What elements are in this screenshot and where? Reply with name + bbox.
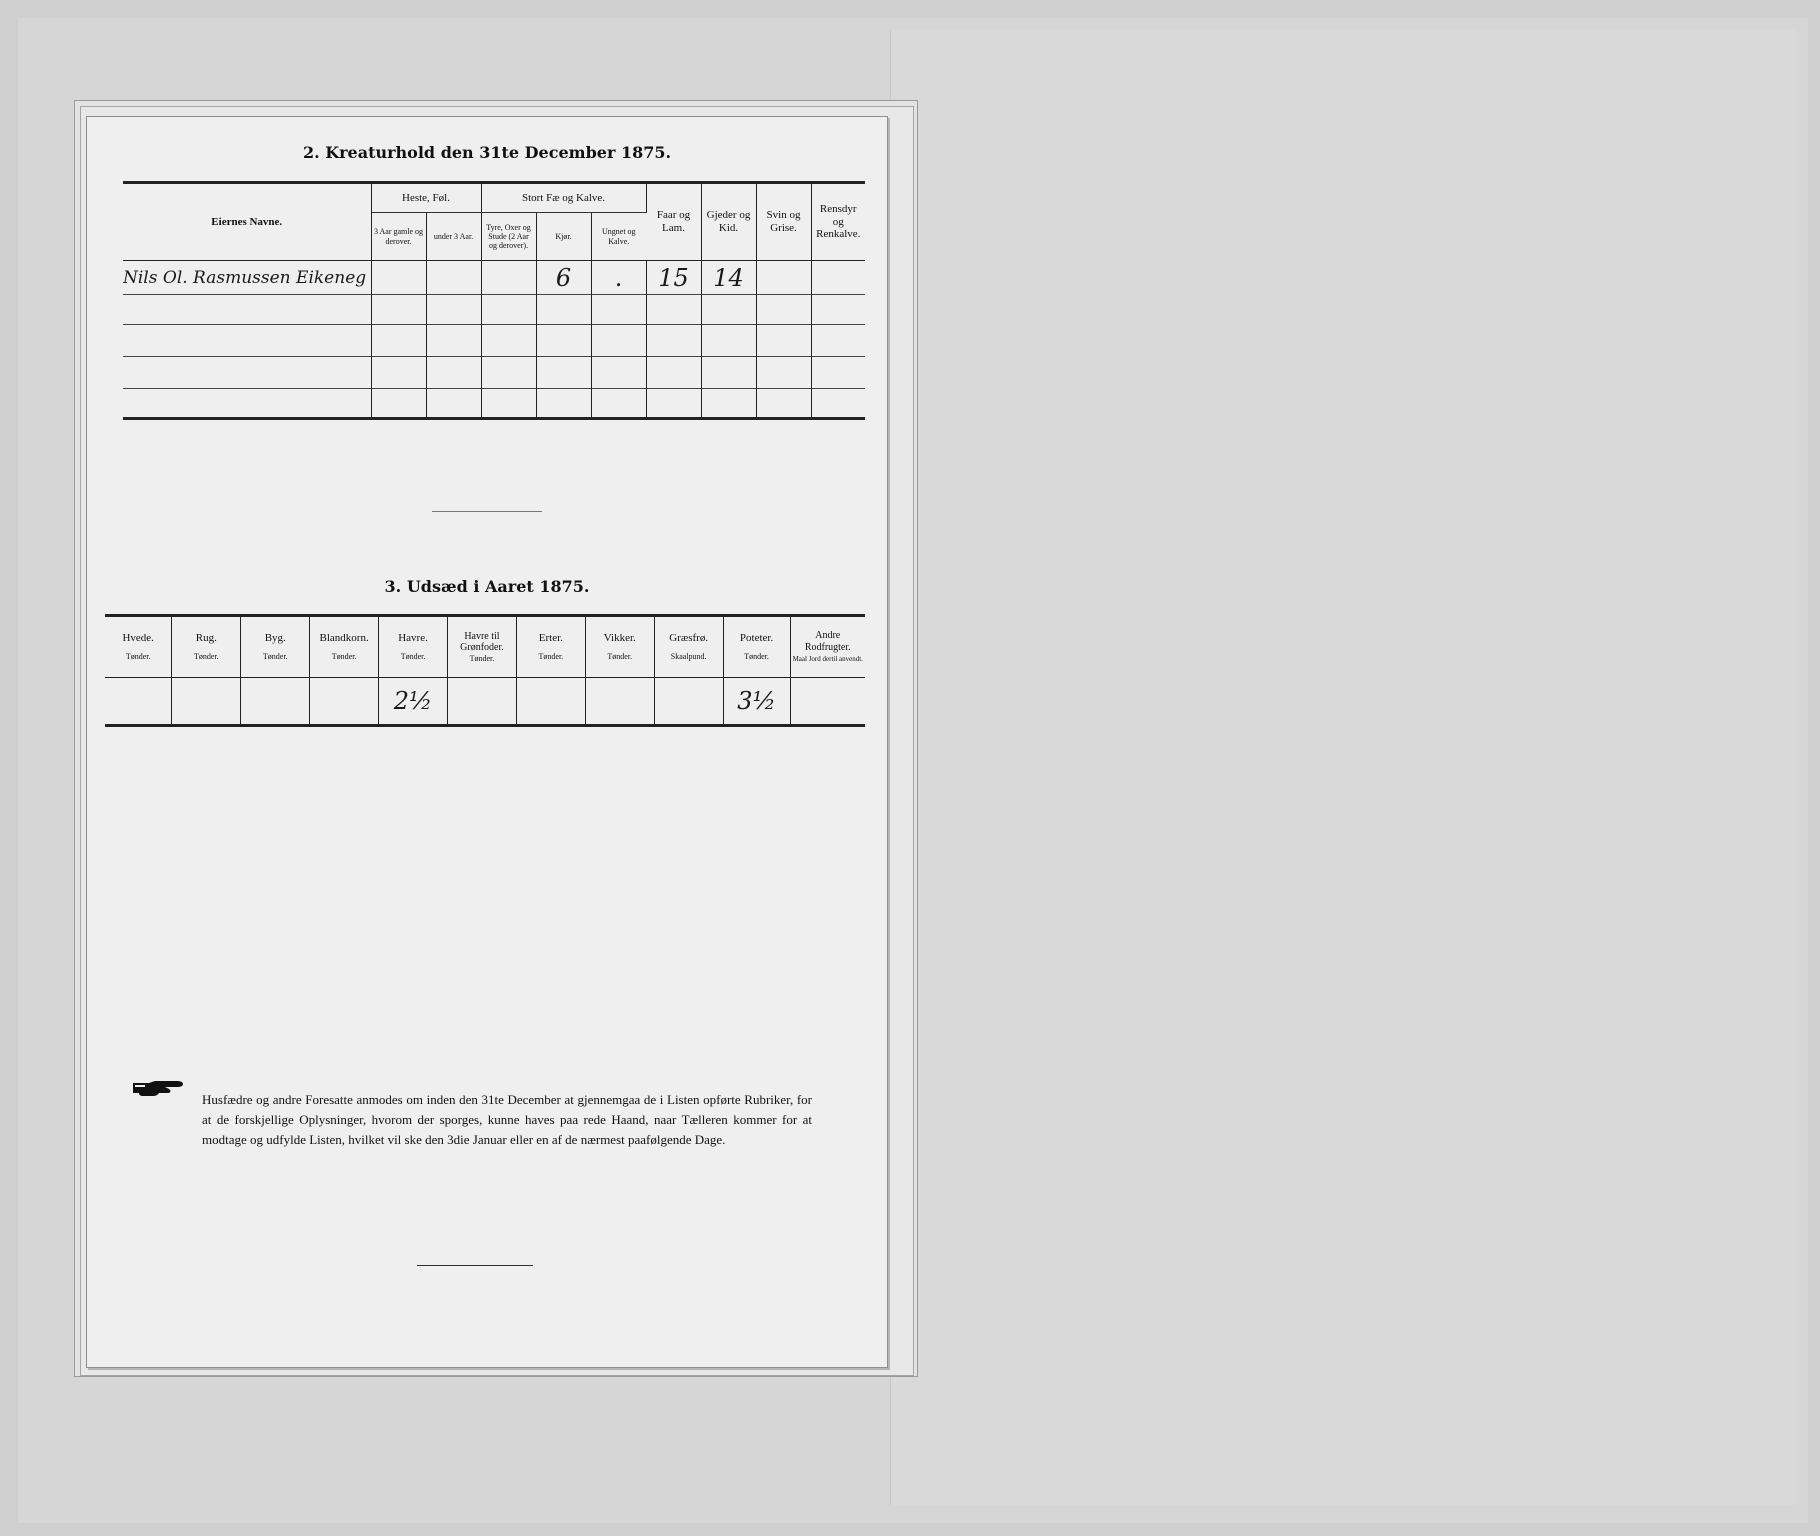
col-stort-ungnet: Ungnet og Kalve.	[601, 227, 636, 246]
rensdyr-cell	[811, 261, 865, 295]
col-stort-tyre: Tyre, Oxer og Stude (2 Aar og derover).	[481, 213, 536, 261]
poteter-cell: 3½	[723, 678, 790, 726]
tyre-cell	[481, 261, 536, 295]
col-heste-under-3: under 3 Aar.	[426, 213, 481, 261]
col-heste-3-aar: 3 Aar gamle og derover.	[371, 213, 426, 261]
owner-name-cell	[123, 389, 371, 419]
col-byg: Byg. Tønder.	[241, 616, 310, 678]
byg-cell	[241, 678, 310, 726]
col-stort-group: Stort Fæ og Kalve.	[481, 183, 646, 213]
sowing-values-row	[105, 678, 865, 726]
instruction-notice: Husfædre og andre Foresatte anmodes om inden den 31te December at gjennemgaa de i Listen opførte Rubriker, for at de forskjellige Oplysninger, hvorom der sporges, kunne haves paa rede Haand, naar Tælleren kommer for at modtage og udfylde Listen, hvilket vil ske den 3die Januar eller en af de nærmest paafølgende Dage.	[202, 1092, 812, 1147]
graesfro-cell	[654, 678, 723, 726]
heste-u3-cell	[426, 261, 481, 295]
andre-rodfrugter-cell	[790, 678, 865, 726]
blandkorn-cell	[310, 678, 379, 726]
pointing-hand-icon	[131, 1079, 187, 1097]
livestock-table	[123, 181, 865, 420]
hvede-cell	[105, 678, 172, 726]
heste-3-cell	[371, 261, 426, 295]
rug-cell	[172, 678, 241, 726]
kjor-cell: 6	[536, 261, 591, 295]
col-andre-rodfrugter: Andre Rodfrugter. Maal Jord dertil anvendt.	[792, 630, 863, 664]
col-rug: Rug. Tønder.	[172, 616, 241, 678]
vikker-cell	[585, 678, 654, 726]
bottom-divider-rule	[417, 1265, 533, 1266]
col-vikker: Vikker. Tønder.	[585, 616, 654, 678]
table-row	[123, 295, 865, 325]
col-faar: Faar og Lam.	[646, 183, 701, 261]
faar-cell: 15	[646, 261, 701, 295]
col-havre-gronfoder: Havre til Grønfoder. Tønder.	[448, 616, 517, 678]
svin-cell	[756, 261, 811, 295]
col-havre: Havre. Tønder.	[379, 616, 448, 678]
sowing-table	[105, 614, 865, 727]
col-hvede: Hvede. Tønder.	[105, 616, 172, 678]
section-2-title: 2. Kreaturhold den 31te December 1875.	[302, 143, 672, 162]
section-3-title: 3. Udsæd i Aaret 1875.	[384, 577, 590, 596]
owner-name-cell	[123, 325, 371, 357]
col-owner-header: Eiernes Navne.	[123, 183, 371, 261]
table-row	[123, 325, 865, 357]
col-poteter: Poteter. Tønder.	[723, 616, 790, 678]
col-heste-group: Heste, Føl.	[371, 183, 481, 213]
census-form-page	[86, 116, 888, 1368]
col-blandkorn: Blandkorn. Tønder.	[310, 616, 379, 678]
blank-facing-page	[890, 30, 1796, 1505]
table-row	[123, 389, 865, 419]
owner-name-cell: Nils Ol. Rasmussen Eikeneg	[123, 261, 371, 295]
col-gjeder: Gjeder og Kid.	[701, 183, 756, 261]
owner-name-cell	[123, 295, 371, 325]
table-row	[123, 357, 865, 389]
col-graesfro: Græsfrø. Skaalpund.	[654, 616, 723, 678]
havre-cell: 2½	[379, 678, 448, 726]
owner-name-cell	[123, 357, 371, 389]
col-stort-kjor: Kjør.	[536, 213, 591, 261]
table-row	[123, 261, 865, 295]
erter-cell	[516, 678, 585, 726]
havre-gronfoder-cell	[448, 678, 517, 726]
divider-rule	[432, 511, 542, 512]
col-rensdyr: Rensdyr og Renkalve.	[816, 203, 861, 241]
col-svin: Svin og Grise.	[756, 183, 811, 261]
gjeder-cell: 14	[701, 261, 756, 295]
col-erter: Erter. Tønder.	[516, 616, 585, 678]
sowing-header-row	[105, 616, 865, 678]
ungnet-cell: .	[591, 261, 646, 295]
